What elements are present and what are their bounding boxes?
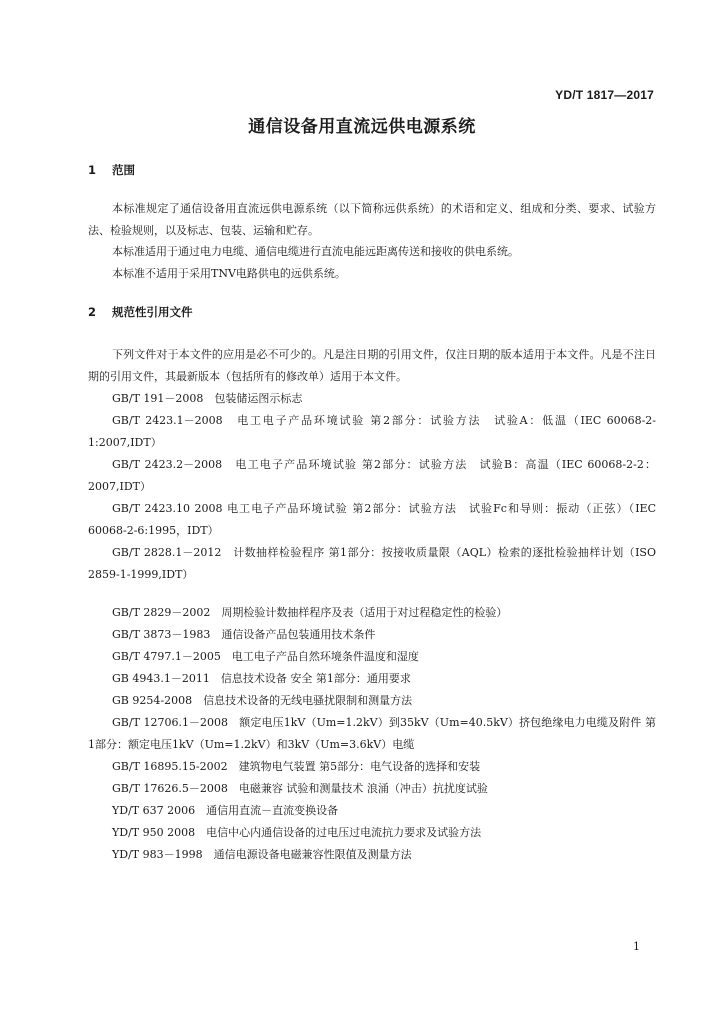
references-block-b (88, 602, 656, 866)
reference-item: GB/T 16895.15-2002 建筑物电气装置 第5部分：电气设备的选择和安装 (112, 760, 481, 773)
page-number: 1 (633, 940, 640, 953)
reference-item: GB 9254-2008 信息技术设备的无线电骚扰限制和测量方法 (112, 694, 413, 707)
references-intro: 下列文件对于本文件的应用是必不可少的。凡是注日期的引用文件，仅注日期的版本适用于本文件。凡是不注日期的引用文件，其最新版本（包括所有的修改单）适用于本文件。 (88, 348, 656, 383)
reference-item: YD/T 950 2008 电信中心内通信设备的过电压过电流抗力要求及试验方法 (112, 826, 482, 839)
paragraph: 本标准规定了通信设备用直流远供电源系统（以下简称远供系统）的术语和定义、组成和分类、要求、试验方法、检验规则，以及标志、包装、运输和贮存。 (88, 202, 656, 237)
document-id: YD/T 1817—2017 (555, 88, 654, 102)
reference-item: GB/T 2828.1－2012 计数抽样检验程序 第1部分：按接收质量限（AQL）检索的逐批检验抽样计划（ISO 2859-1-1999,IDT） (88, 546, 656, 581)
reference-item: GB/T 2423.1－2008 电工电子产品环境试验 第2部分：试验方法 试验A：低温（IEC 60068-2-1:2007,IDT） (88, 414, 656, 449)
reference-item: GB/T 4797.1－2005 电工电子产品自然环境条件温度和湿度 (112, 650, 419, 663)
reference-item: GB/T 17626.5－2008 电磁兼容 试验和测量技术 浪涌（冲击）抗扰度试验 (112, 782, 488, 795)
section-title: 范围 (112, 163, 136, 177)
reference-item: GB/T 2423.10 2008 电工电子产品环境试验 第2部分：试验方法 试验Fc和导则：振动（正弦）（IEC 60068-2-6:1995，IDT） (88, 502, 656, 537)
paragraph: 本标准适用于通过电力电缆、通信电缆进行直流电能远距离传送和接收的供电系统。 (112, 245, 519, 258)
reference-item: YD/T 983－1998 通信电源设备电磁兼容性限值及测量方法 (112, 848, 412, 861)
reference-item: GB/T 2829－2002 周期检验计数抽样程序及表（适用于对过程稳定性的检验） (112, 606, 508, 619)
document-title: 通信设备用直流远供电源系统 (248, 117, 476, 137)
section-heading-normative-references (88, 304, 193, 320)
reference-item: GB/T 191－2008 包装储运图示标志 (112, 392, 303, 405)
section-number: 2 (88, 305, 97, 319)
reference-item: GB/T 2423.2－2008 电工电子产品环境试验 第2部分：试验方法 试验B：高温（IEC 60068-2-2：2007,IDT） (88, 458, 656, 493)
reference-item: GB 4943.1－2011 信息技术设备 安全 第1部分：通用要求 (112, 672, 411, 685)
section-heading-scope (88, 162, 135, 178)
paragraph: 本标准不适用于采用TNV电路供电的远供系统。 (112, 266, 346, 280)
section-title: 规范性引用文件 (112, 305, 193, 319)
reference-item: GB/T 3873－1983 通信设备产品包装通用技术条件 (112, 628, 376, 641)
section-number: 1 (88, 163, 97, 177)
section-scope-body (88, 198, 656, 284)
references-block-a (88, 344, 656, 586)
reference-item: YD/T 637 2006 通信用直流－直流变换设备 (112, 804, 339, 817)
reference-item: GB/T 12706.1－2008 额定电压1kV（Um=1.2kV）到35kV（Um=40.5kV）挤包绝缘电力电缆及附件 第1部分：额定电压1kV（Um=1.2kV）和3kV（Um=3.6kV）电缆 (88, 716, 656, 751)
